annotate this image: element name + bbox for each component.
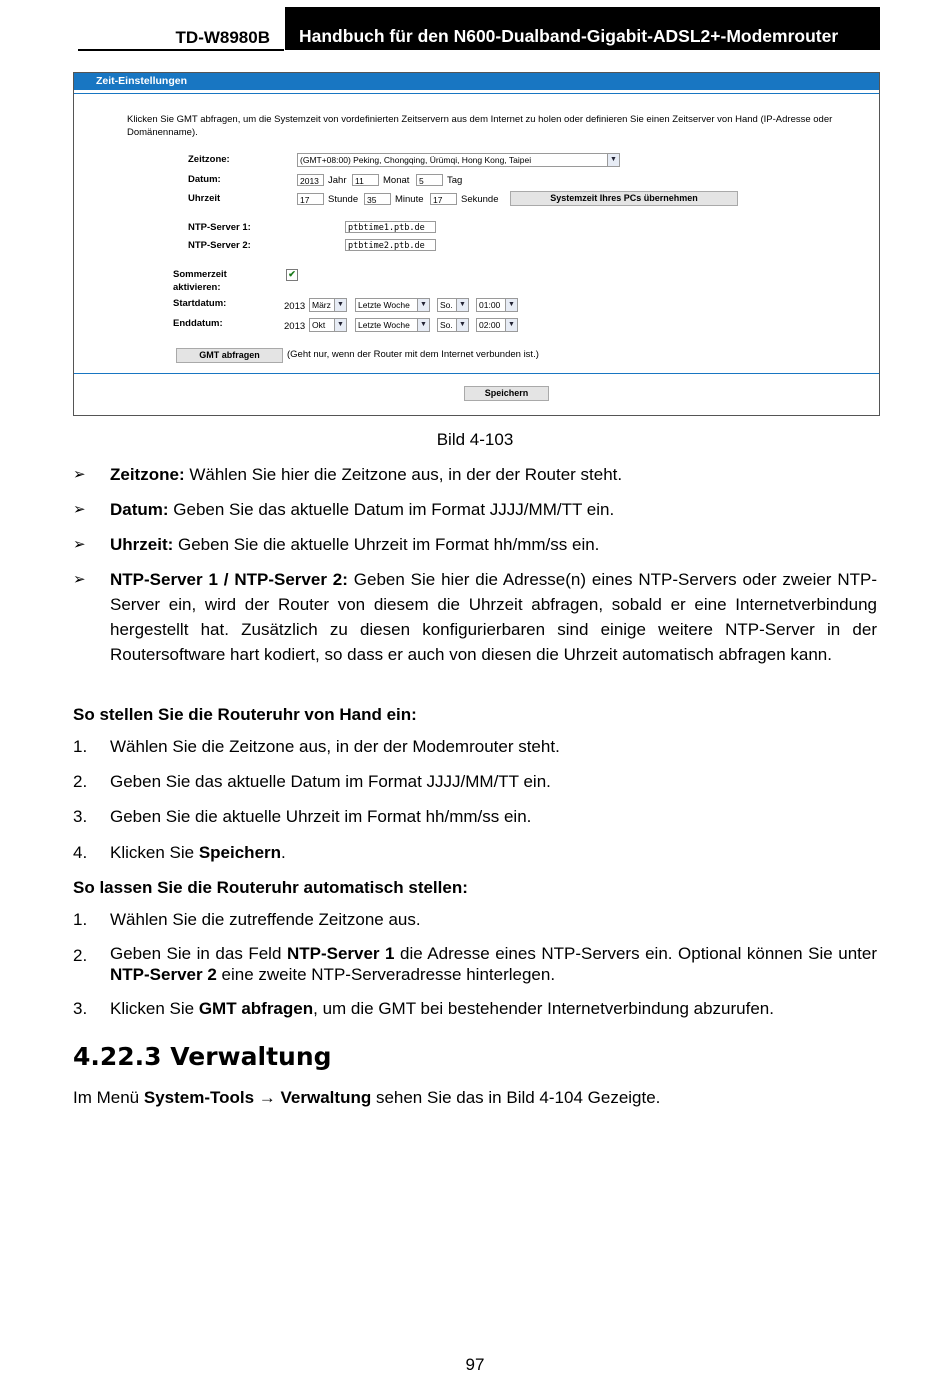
ntp1-input[interactable]: ptbtime1.ptb.de bbox=[345, 221, 436, 233]
step-number: 3. bbox=[73, 999, 88, 1018]
bullet-term: Zeitzone: bbox=[110, 465, 185, 484]
chevron-down-icon: ▼ bbox=[505, 299, 517, 311]
year-unit: Jahr bbox=[328, 175, 347, 186]
sync-pc-time-button[interactable]: Systemzeit Ihres PCs übernehmen bbox=[510, 191, 738, 206]
bullet-text: Geben Sie die aktuelle Uhrzeit im Format hh/mm/ss ein. bbox=[173, 535, 600, 554]
arrow-bullet-icon: ➢ bbox=[73, 536, 86, 553]
gmt-query-button[interactable]: GMT abfragen bbox=[176, 348, 283, 363]
time-label: Uhrzeit bbox=[188, 193, 221, 204]
bullet-term: Uhrzeit: bbox=[110, 535, 174, 554]
section-text-part: sehen Sie das in Bild 4-104 Gezeigte. bbox=[371, 1088, 661, 1107]
second-input[interactable]: 17 bbox=[430, 193, 457, 205]
arrow-bullet-icon: ➢ bbox=[73, 571, 86, 588]
start-day-select[interactable] bbox=[437, 298, 469, 312]
step-bold: NTP-Server 2 bbox=[110, 965, 217, 984]
step-bold: NTP-Server 1 bbox=[286, 944, 395, 963]
month-input[interactable]: 11 bbox=[352, 174, 379, 186]
step-number: 2. bbox=[73, 772, 88, 791]
start-month-value: März bbox=[312, 300, 331, 310]
chevron-down-icon: ▼ bbox=[417, 319, 429, 331]
second-unit: Sekunde bbox=[461, 194, 499, 205]
bullet-text: Geben Sie hier die Adresse(n) eines NTP-Servers oder zweier NTP-Server ein, wird der Router von diesem die Uhrzeit abfragen, sobald er eine Internetverbindung hergestellt hat. Zusätzlich zu diesen konfigurierbaren sind einige weitere NTP-Server in der Routersoftware hart kodiert, so dass er auch von diesen die Uhrzeit automatisch abfragen kann. bbox=[110, 570, 877, 664]
bullet-term: NTP-Server 1 / NTP-Server 2: bbox=[110, 570, 348, 589]
manual-step-3: Geben Sie die aktuelle Uhrzeit im Format hh/mm/ss ein. bbox=[110, 807, 532, 826]
start-week-value: Letzte Woche bbox=[358, 300, 410, 310]
bullet-text: Geben Sie das aktuelle Datum im Format JJJJ/MM/TT ein. bbox=[168, 500, 615, 519]
arrow-bullet-icon: ➢ bbox=[73, 466, 86, 483]
end-time-select[interactable] bbox=[476, 318, 518, 332]
chevron-down-icon: ▼ bbox=[456, 319, 468, 331]
step-text: Klicken Sie bbox=[110, 999, 199, 1018]
start-label: Startdatum: bbox=[173, 298, 227, 309]
step-bold: GMT abfragen bbox=[198, 999, 314, 1018]
manual-heading: So stellen Sie die Routeruhr von Hand ein: bbox=[73, 705, 417, 724]
start-month-select[interactable] bbox=[309, 298, 347, 312]
day-input[interactable]: 5 bbox=[416, 174, 443, 186]
header-model bbox=[78, 22, 284, 51]
step-number: 4. bbox=[73, 843, 88, 862]
minute-input[interactable]: 35 bbox=[364, 193, 391, 205]
manual-title: Handbuch für den N600-Dualband-Gigabit-ADSL2+-Modemrouter bbox=[299, 26, 839, 46]
start-time-value: 01:00 bbox=[479, 300, 501, 310]
ntp1-label: NTP-Server 1: bbox=[188, 222, 251, 233]
figure-caption: Bild 4-103 bbox=[436, 430, 514, 449]
start-week-select[interactable] bbox=[355, 298, 430, 312]
bullet-text: Wählen Sie hier die Zeitzone aus, in der der Router steht. bbox=[184, 465, 623, 484]
manual-step-4 bbox=[110, 840, 877, 865]
manual-step-1: Wählen Sie die Zeitzone aus, in der der Modemrouter steht. bbox=[110, 737, 560, 756]
bullet-date bbox=[110, 497, 877, 522]
end-week-value: Letzte Woche bbox=[358, 320, 410, 330]
panel-intro: Klicken Sie GMT abfragen, um die Systemzeit von vordefinierten Zeitservern aus dem Internet zu holen oder definieren Sie einen Zeitserver von Hand (IP-Adresse oder Domänenname). bbox=[127, 114, 833, 138]
menu-system-tools: System-Tools bbox=[143, 1088, 255, 1107]
timezone-value: (GMT+08:00) Peking, Chongqing, Ürümqi, Hong Kong, Taipei bbox=[300, 155, 532, 165]
chevron-down-icon: ▼ bbox=[334, 319, 346, 331]
section-text bbox=[73, 1085, 660, 1110]
hour-input[interactable]: 17 bbox=[297, 193, 324, 205]
arrow-right-icon: → bbox=[254, 1088, 281, 1107]
ntp2-label: NTP-Server 2: bbox=[188, 240, 251, 251]
end-day-value: So. bbox=[440, 320, 453, 330]
section-title: 4.22.3 Verwaltung bbox=[73, 1042, 332, 1071]
chevron-down-icon: ▼ bbox=[334, 299, 346, 311]
end-month-select[interactable] bbox=[309, 318, 347, 332]
bullet-term: Datum: bbox=[110, 500, 169, 519]
panel-header bbox=[74, 73, 879, 90]
start-time-select[interactable] bbox=[476, 298, 518, 312]
dst-checkbox[interactable]: ✔ bbox=[286, 269, 298, 281]
step-text: , um die GMT bei bestehender Internetverbindung abzurufen. bbox=[313, 999, 774, 1018]
end-week-select[interactable] bbox=[355, 318, 430, 332]
dst-label: Sommerzeit aktivieren: bbox=[173, 269, 227, 293]
month-unit: Monat bbox=[383, 175, 410, 186]
panel-divider bbox=[74, 93, 879, 94]
auto-step-2 bbox=[110, 943, 877, 985]
auto-heading: So lassen Sie die Routeruhr automatisch stellen: bbox=[73, 878, 468, 897]
date-label: Datum: bbox=[188, 174, 221, 185]
bullet-time bbox=[110, 532, 877, 557]
day-unit: Tag bbox=[447, 175, 463, 186]
menu-administration: Verwaltung bbox=[280, 1088, 372, 1107]
manual-step-2: Geben Sie das aktuelle Datum im Format JJJJ/MM/TT ein. bbox=[110, 772, 551, 791]
step-number: 1. bbox=[73, 737, 88, 756]
start-day-value: So. bbox=[440, 300, 453, 310]
timezone-label: Zeitzone: bbox=[188, 154, 230, 165]
step-text: Klicken Sie bbox=[110, 843, 199, 862]
panel-footer-divider bbox=[74, 373, 879, 374]
chevron-down-icon: ▼ bbox=[417, 299, 429, 311]
panel-title: Zeit-Einstellungen bbox=[96, 75, 188, 87]
auto-step-3 bbox=[110, 996, 877, 1021]
chevron-down-icon: ▼ bbox=[456, 299, 468, 311]
step-text: . bbox=[281, 843, 286, 862]
end-label: Enddatum: bbox=[173, 318, 223, 329]
auto-step-1: Wählen Sie die zutreffende Zeitzone aus. bbox=[110, 910, 421, 929]
page-number: 97 bbox=[465, 1355, 485, 1374]
ntp2-input[interactable]: ptbtime2.ptb.de bbox=[345, 239, 436, 251]
gmt-note: (Geht nur, wenn der Router mit dem Internet verbunden ist.) bbox=[287, 349, 539, 360]
end-time-value: 02:00 bbox=[479, 320, 501, 330]
step-number: 3. bbox=[73, 807, 88, 826]
step-number: 1. bbox=[73, 910, 88, 929]
model-name: TD-W8980B bbox=[175, 28, 270, 47]
section-text-part: Im Menü bbox=[73, 1088, 144, 1107]
end-month-value: Okt bbox=[312, 320, 326, 330]
chevron-down-icon: ▼ bbox=[505, 319, 517, 331]
save-button[interactable]: Speichern bbox=[464, 386, 549, 401]
step-number: 2. bbox=[73, 946, 88, 965]
arrow-bullet-icon: ➢ bbox=[73, 501, 86, 518]
step-bold: Speichern bbox=[198, 843, 282, 862]
end-day-select[interactable] bbox=[437, 318, 469, 332]
hour-unit: Stunde bbox=[328, 194, 359, 205]
timezone-select[interactable] bbox=[297, 153, 620, 167]
time-settings-panel bbox=[73, 72, 880, 416]
bullet-ntp bbox=[110, 567, 877, 667]
minute-unit: Minute bbox=[395, 194, 424, 205]
step-text: eine zweite NTP-Serveradresse hinterlegen. bbox=[216, 965, 556, 984]
year-input[interactable]: 2013 bbox=[297, 174, 324, 186]
start-year: 2013 bbox=[284, 301, 306, 312]
step-text: die Adresse eines NTP-Servers ein. Optional können Sie unter bbox=[394, 944, 877, 963]
step-text: Geben Sie in das Feld bbox=[110, 944, 287, 963]
chevron-down-icon: ▼ bbox=[607, 154, 619, 166]
end-year: 2013 bbox=[284, 321, 306, 332]
bullet-timezone bbox=[110, 462, 877, 487]
header-title-bar bbox=[285, 7, 880, 50]
